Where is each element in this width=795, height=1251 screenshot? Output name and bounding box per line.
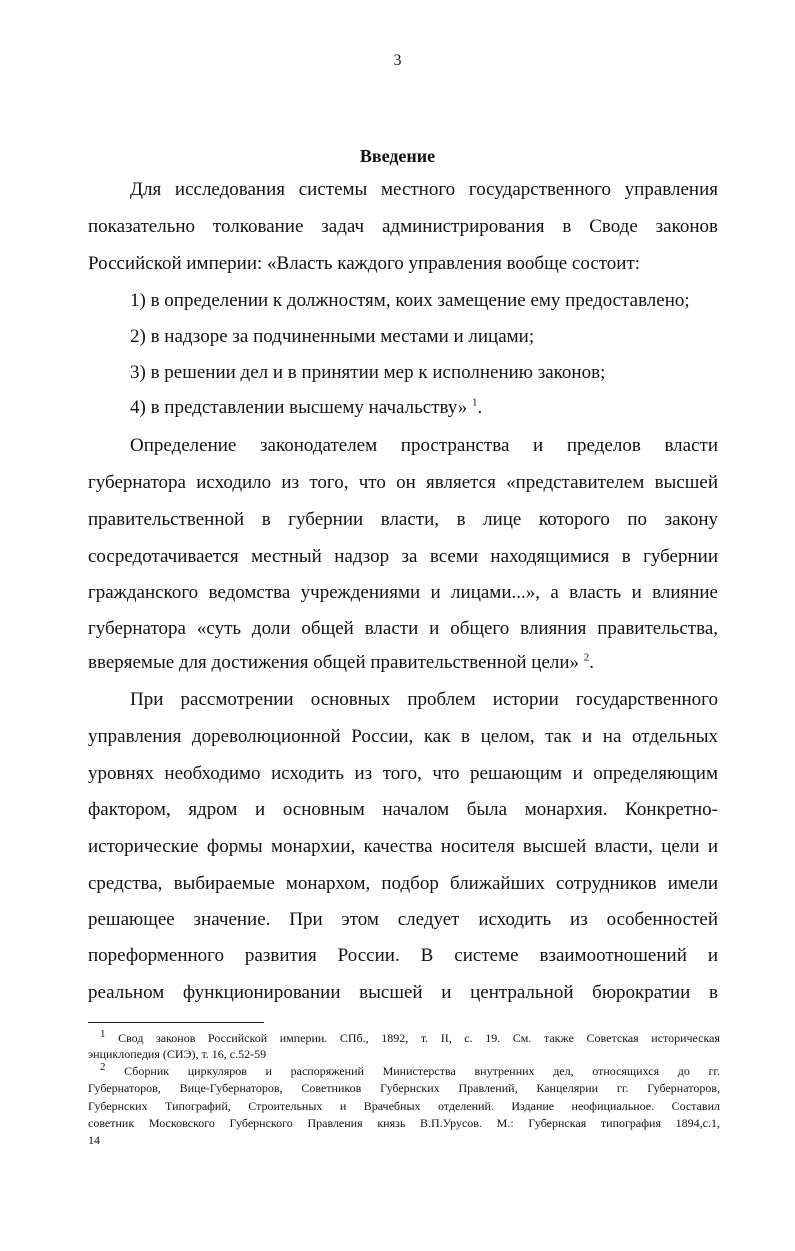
body-line: пореформенного развития России. В системе взаимоотношений и [88, 945, 718, 966]
body-line: фактором, ядром и основным началом была монархия. Конкретно- [88, 799, 718, 820]
body-line: средства, выбираемые монархом, подбор ближайших сотрудников имели [88, 873, 718, 894]
footnote-line: Губернаторов, Вице-Губернаторов, Советников Губернских Правлений, Канцелярии гг. Губернаторов, [88, 1081, 720, 1095]
footnote-divider [88, 1022, 264, 1023]
footnote-mark: 1 [100, 1028, 106, 1040]
footnote-line: 14 [88, 1133, 100, 1147]
body-line-end: . [589, 652, 595, 673]
list-item-end: . [477, 397, 483, 418]
body-line: Российской империи: «Власть каждого управления вообще состоит: [88, 253, 641, 274]
body-line: При рассмотрении основных проблем истории государственного [130, 689, 718, 710]
footnote-text: Сборник циркуляров и распоряжений Министерства внутренних дел, относящихся до гг. [124, 1064, 720, 1078]
body-line: управления дореволюционной России, как в целом, так и на отдельных [88, 726, 718, 747]
body-line: реальном функционировании высшей и центральной бюрократии в [88, 982, 718, 1003]
footnote-ref: 2 [583, 651, 590, 664]
body-line: сосредотачивается местный надзор за всеми находящимися в губернии [88, 546, 718, 567]
list-item: 3) в решении дел и в принятии мер к исполнению законов; [130, 362, 606, 383]
page-number: 3 [393, 52, 402, 69]
body-line: губернатора «суть доли общей власти и общего влияния правительства, [88, 618, 718, 639]
body-line: исторические формы монархии, качества носителя высшей власти, цели и [88, 836, 718, 857]
body-line-text: вверяемые для достижения общей правительственной цели» [88, 652, 580, 673]
footnote-2 [100, 1061, 720, 1079]
footnote-mark: 2 [100, 1061, 106, 1073]
body-line: Для исследования системы местного государственного управления [130, 179, 718, 200]
body-line: показательно толкование задач администрирования в Своде законов [88, 216, 718, 237]
footnote-line: Губернских Типографий, Строительных и Врачебных отделений. Издание неофициальное. Составил [88, 1099, 720, 1113]
footnote-line: энциклопедия (СИЭ), т. 16, с.52-59 [88, 1047, 267, 1061]
list-item: 1) в определении к должностям, коих замещение ему предоставлено; [130, 290, 690, 311]
section-heading: Введение [359, 146, 436, 166]
body-line: решающее значение. При этом следует исходить из особенностей [88, 909, 718, 930]
list-item: 2) в надзоре за подчиненными местами и лицами; [130, 326, 535, 347]
body-line: правительственной в губернии власти, в лице которого по закону [88, 509, 718, 530]
list-item [130, 396, 718, 420]
body-line: губернатора исходило из того, что он является «представителем высшей [88, 472, 718, 493]
footnote-line: советник Московского Губернского Правления князь В.П.Урусов. М.: Губернская типография 1894,с.1, [88, 1116, 720, 1130]
body-line [88, 651, 718, 675]
list-item-text: 4) в представлении высшему начальству» [130, 397, 468, 418]
body-line: Определение законодателем пространства и пределов власти [130, 435, 718, 456]
footnote-ref: 1 [472, 396, 478, 409]
body-line: уровнях необходимо исходить из того, что решающим и определяющим [88, 763, 718, 784]
footnote-text: Свод законов Российской империи. СПб., 1892, т. II, с. 19. См. также Советская историческая [118, 1031, 721, 1045]
footnote-1 [100, 1028, 721, 1046]
body-line: гражданского ведомства учреждениями и лицами...», а власть и влияние [88, 582, 718, 603]
